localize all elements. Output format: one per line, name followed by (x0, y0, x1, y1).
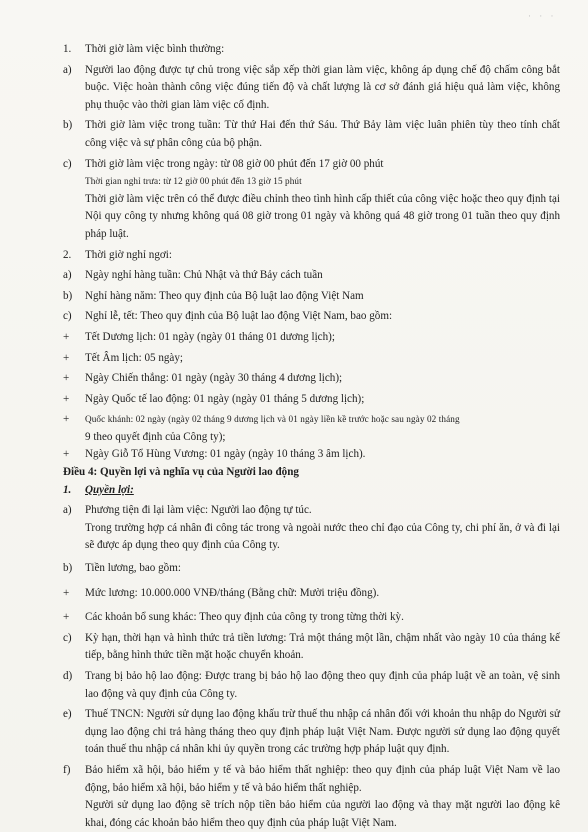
article-heading: Điều 4: Quyền lợi và nghĩa vụ của Người lao động (63, 466, 299, 479)
clause-text: Bảo hiểm xã hội, bảo hiểm y tế và bảo hiểm thất nghiệp: theo quy định của pháp luật Việt Nam về lao động, bảo hiểm xã hội, bảo hiểm y tế và bảo hiểm thất nghiệp. (85, 763, 560, 794)
clause (63, 630, 560, 665)
clause (63, 560, 560, 578)
holiday-item (63, 391, 560, 409)
clause (63, 117, 560, 152)
holiday-text: Ngày Quốc tế lao động: 01 ngày (ngày 01 tháng 5 dương lịch); (85, 392, 365, 405)
contract-body (63, 41, 560, 832)
holiday-item (63, 370, 560, 388)
clause (63, 706, 560, 759)
clause-text: Trang bị bảo hộ lao động: Được trang bị bảo hộ lao động theo quy định của pháp luật về an toàn, vệ sinh lao động và quy định của Công ty. (85, 670, 560, 700)
section-number: 2. (63, 248, 72, 261)
bullet-plus: + (63, 586, 70, 599)
salary-item (63, 585, 560, 603)
section-title: Thời giờ nghỉ ngơi: (85, 248, 172, 261)
clause-marker: d) (63, 670, 73, 682)
subsection-number: 1. (63, 483, 72, 496)
clause (63, 762, 560, 797)
clause-marker: a) (63, 269, 72, 282)
clause (63, 267, 560, 285)
clause-marker: e) (63, 708, 72, 721)
holiday-text: Tết Dương lịch: 01 ngày (ngày 01 tháng 01 dương lịch); (85, 330, 335, 343)
insurance-note: Người sử dụng lao động sẽ trích nộp tiền bảo hiểm của người lao động và thay mặt người lao động kê khai, đóng các khoản bảo hiểm theo quy định của pháp luật Việt Nam. (85, 799, 560, 829)
bullet-plus: + (63, 392, 70, 405)
clause-text: Kỳ hạn, thời hạn và hình thức trả tiền lương: Trả một tháng một lần, chậm nhất vào ngày 10 của tháng kế tiếp, bằng hình thức tiền mặt hoặc chuyển khoản. (85, 631, 560, 662)
clause-text: Nghỉ lễ, tết: Theo quy định của Bộ luật lao động Việt Nam, bao gồm: (85, 310, 393, 323)
clause-marker: c) (63, 310, 72, 323)
lunch-break-note: Thời gian nghỉ trưa: từ 12 giờ 00 phút đến 13 giờ 15 phút (85, 176, 302, 187)
clause-text: Tiền lương, bao gồm: (85, 562, 181, 575)
clause-marker: f) (63, 763, 71, 776)
clause (63, 308, 560, 326)
clause-marker: a) (63, 504, 72, 517)
clause-marker: c) (63, 631, 72, 644)
clause (63, 156, 560, 174)
holiday-text: Quốc khánh: 02 ngày (ngày 02 tháng 9 dương lịch và 01 ngày liền kề trước hoặc sau ngày 02 tháng (85, 414, 460, 425)
subsection-title: Quyền lợi: (85, 483, 134, 496)
holiday-item (63, 329, 560, 347)
section-heading (63, 41, 560, 59)
travel-note: Trong trường hợp cá nhân đi công tác trong và ngoài nước theo chỉ đạo của Công ty, chi phí ăn, ở và đi lại sẽ được áp dụng theo quy định của Công ty. (85, 521, 560, 552)
bullet-plus: + (63, 448, 70, 461)
section-number: 1. (63, 43, 72, 55)
clause-text: Phương tiện đi lại làm việc: Người lao động tự túc. (85, 504, 312, 517)
clause-text: Thời giờ làm việc trong tuần: Từ thứ Hai đến thứ Sáu. Thứ Bảy làm việc luân phiên tùy theo tính chất công việc và sự phân công của bộ phận. (85, 119, 560, 149)
clause-text: Người lao động được tự chủ trong việc sắp xếp thời gian làm việc, không áp dụng chế độ chấm công bắt buộc. Việc hoàn thành công việc đúng tiến độ và chất lượng là cơ sở đánh giá hiệu quả làm việc, không phụ thuộc vào thời gian làm việc cố định. (85, 63, 560, 111)
bullet-plus: + (63, 611, 70, 624)
clause-marker: c) (63, 157, 72, 170)
holiday-item (63, 446, 560, 464)
salary-text: Các khoản bổ sung khác: Theo quy định của công ty trong từng thời kỳ. (85, 611, 404, 624)
scan-mark: · · · (528, 11, 557, 21)
clause-text: Nghỉ hàng năm: Theo quy định của Bộ luật lao động Việt Nam (85, 289, 364, 302)
clause-text: Thuế TNCN: Người sử dụng lao động khấu trừ thuế thu nhập cá nhân đối với khoản thu nhập do Người sử dụng lao động chi trả hàng tháng theo quy định pháp luật Việt Nam. Được người sử dụng lao động quyết toán thuế thu nhập cá nhân khi ủy quyền trong các trường hợp pháp luật quy định. (85, 708, 560, 756)
holiday-text: Ngày Chiến thắng: 01 ngày (ngày 30 tháng 4 dương lịch); (85, 372, 343, 385)
bullet-plus: + (63, 330, 70, 343)
holiday-item (63, 411, 560, 429)
clause-text: Thời giờ làm việc trong ngày: từ 08 giờ 00 phút đến 17 giờ 00 phút (85, 157, 384, 170)
clause-marker: a) (63, 63, 72, 76)
working-hours-note: Thời giờ làm việc trên có thể được điều chỉnh theo tình hình cấp thiết của công việc hoặc theo quy định tại Nội quy công ty nhưng không quá 08 giờ trong 01 ngày và không quá 48 giờ trong 01 tuần theo quy định pháp luật. (85, 192, 560, 240)
bullet-plus: + (63, 413, 70, 426)
salary-text: Mức lương: 10.000.000 VNĐ/tháng (Bằng chữ: Mười triệu đồng). (85, 586, 380, 599)
section-heading (63, 247, 560, 265)
clause (63, 62, 560, 115)
clause-text: Ngày nghỉ hàng tuần: Chủ Nhật và thứ Bảy cách tuần (85, 269, 323, 282)
holiday-text: Ngày Giỗ Tổ Hùng Vương: 01 ngày (ngày 10 tháng 3 âm lịch). (85, 448, 366, 461)
clause (63, 502, 560, 520)
subsection-heading (63, 482, 560, 500)
clause-marker: b) (63, 289, 73, 302)
holiday-item (63, 350, 560, 368)
salary-item (63, 609, 560, 627)
clause (63, 668, 560, 703)
clause (63, 288, 560, 306)
holiday-text: Tết Âm lịch: 05 ngày; (85, 351, 183, 364)
bullet-plus: + (63, 372, 70, 385)
clause-marker: b) (63, 119, 73, 132)
clause-marker: b) (63, 562, 73, 575)
bullet-plus: + (63, 351, 70, 364)
holiday-text-continued: 9 theo quyết định của Công ty); (85, 430, 226, 443)
section-title: Thời giờ làm việc bình thường: (85, 43, 225, 55)
